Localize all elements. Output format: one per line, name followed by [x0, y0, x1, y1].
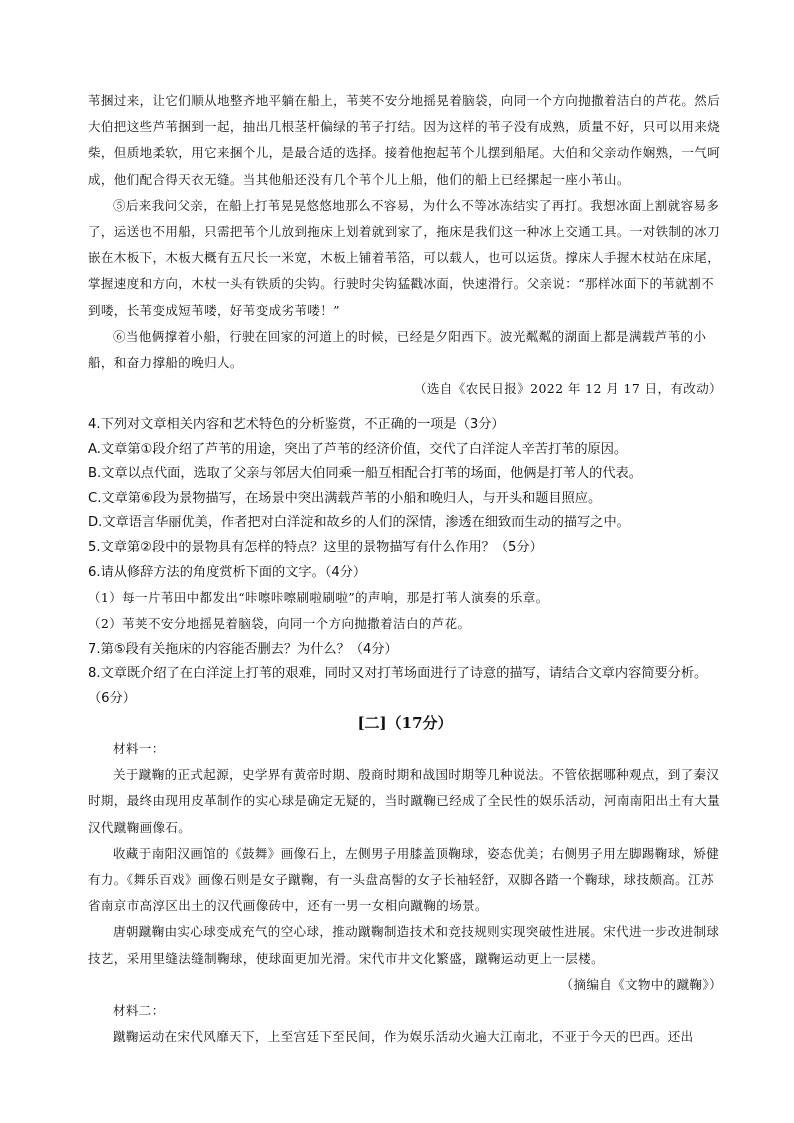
- section-heading: [二]（17分）: [357, 714, 453, 732]
- question-4-option-d: D.文章语言华丽优美，作者把对白洋淀和故乡的人们的深情，渗透在细致而生动的描写之中。: [88, 515, 630, 531]
- question-6-item-2: （2）苇荚不安分地摇晃着脑袋，向同一个方向抛撒着洁白的芦花。: [88, 616, 471, 632]
- questions-block: [88, 413, 722, 711]
- source-citation: （选自《农民日报》2022 年 12 月 17 日，有改动）: [414, 381, 722, 397]
- question-6: 6.请从修辞方法的角度赏析下面的文字。（4分）: [88, 564, 367, 580]
- question-5: 5.文章第②段中的景物具有怎样的特点？这里的景物描写有什么作用？（5分）: [88, 539, 543, 555]
- material-2-paragraph-1: 蹴鞠运动在宋代风靡天下，上至宫廷下至民间，作为娱乐活动火遍大江南北，不亚于今天的巴西。还出: [113, 1029, 694, 1045]
- paragraph-5: ⑤后来我问父亲，在船上打苇晃晃悠悠地那么不容易，为什么不等冰冻结实了再打。我想冰面上割就容易多了，运送也不用船，只需把苇个儿放到拖床上划着就到家了，拖床是我们这一种冰上交通工具。一对铁制的冰刀嵌在木板下，木板大概有五尺长一米宽，木板上铺着苇箔，可以载人，也可以运货。撑床人手握木杖站在床尾，掌握速度和方向，木杖一头有铁质的尖钩。行驶时尖钩猛戳冰面，快速滑行。父亲说：“那样冰面下的苇就割不到喽，长苇变成短苇喽，好苇变成劣苇喽！”: [88, 197, 721, 318]
- section-two: [88, 710, 722, 1050]
- paragraph-6: ⑥当他俩撑着小船，行驶在回家的河道上的时候，已经是夕阳西下。波光粼粼的湖面上都是满载芦苇的小船，和奋力撑船的晚归人。: [88, 328, 707, 371]
- passage-one: [88, 88, 722, 402]
- question-7: 7.第⑤段有关拖床的内容能否删去？为什么？（4分）: [88, 641, 398, 657]
- material-1-paragraph-2: 收藏于南阳汉画馆的《鼓舞》画像石上，左侧男子用膝盖顶鞠球，姿态优美；右侧男子用左脚踢鞠球，矫健有力。《舞乐百戏》画像石则是女子蹴鞠，有一头盘高髻的女子长袖轻舒，双脚各踏一个鞠球，球技颇高。江苏省南京市高淳区出土的汉代画像砖中，还有一男一女相向蹴鞠的场景。: [88, 845, 720, 914]
- question-4-option-c: C.文章第⑥段为景物描写，在场景中突出满载芦苇的小船和晚归人，与开头和题目照应。: [88, 490, 602, 506]
- question-6-item-1: （1）每一片苇田中都发出“咔嚓咔嚓刷啦刷啦”的声响，那是打苇人演奏的乐章。: [88, 590, 549, 606]
- material-1-source: （摘编自《文物中的蹴鞠》）: [560, 976, 722, 992]
- material-1-paragraph-1: 关于蹴鞠的正式起源，史学界有黄帝时期、殷商时期和战国时期等几种说法。不管依据哪种观点，到了秦汉时期，最终由现用皮革制作的实心球是确定无疑的，当时蹴鞠已经成了全民性的娱乐活动，河南南阳出土有大量汉代蹴鞠画像石。: [88, 767, 721, 835]
- material-2-label: 材料二：: [113, 1003, 165, 1019]
- question-8: 8.文章既介绍了在白洋淀上打苇的艰难，同时又对打苇场面进行了诗意的描写，请结合文章内容简要分析。（6分）: [88, 666, 708, 706]
- material-1-paragraph-3: 唐朝蹴鞠由实心球变成充气的空心球，推动蹴鞠制造技术和竞技规则实现突破性进展。宋代进一步改进制球技艺，采用里缝法缝制鞠球，使球面更加光滑。宋代市井文化繁盛，蹴鞠运动更上一层楼。: [88, 924, 720, 966]
- question-4-option-a: A.文章第①段介绍了芦苇的用途，突出了芦苇的经济价值，交代了白洋淀人辛苦打苇的原因。: [88, 441, 628, 457]
- question-4-option-b: B.文章以点代面，选取了父亲与邻居大伯同乘一船互相配合打苇的场面，他俩是打苇人的代表。: [88, 466, 642, 482]
- material-1-label: 材料一：: [113, 741, 165, 756]
- question-4: 4.下列对文章相关内容和艺术特色的分析鉴赏，不正确的一项是（3分）: [88, 417, 505, 432]
- paragraph-continued: 苇捆过来，让它们顺从地整齐地平躺在船上，苇荚不安分地摇晃着脑袋，向同一个方向抛撒着洁白的芦花。然后大伯把这些芦苇捆到一起，抽出几根茎杆偏绿的苇子打结。因为这样的苇子没有成熟，质量不好，只可以用来烧柴，但质地柔软，用它来捆个儿，是最合适的选择。接着他抱起苇个儿摆到船尾。大伯和父亲动作娴熟，一气呵成，他们配合得天衣无缝。当其他船还没有几个苇个儿上船，他们的船上已经摞起一座小苇山。: [88, 93, 721, 187]
